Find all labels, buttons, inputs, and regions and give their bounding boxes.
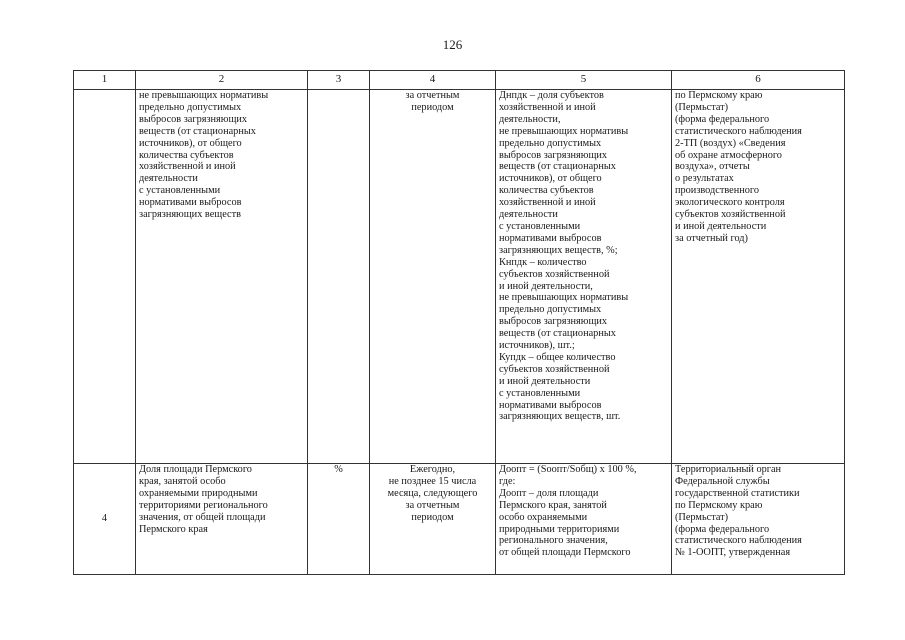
- row-number-cell: [74, 90, 136, 464]
- indicator-name-cell: Доля площади Пермского края, занятой особо охраняемыми природными территориями регионального значения, от общей площади Пермского края: [136, 464, 308, 575]
- header-cell-3: 3: [308, 71, 370, 90]
- unit-cell: %: [308, 464, 370, 575]
- unit-cell: [308, 90, 370, 464]
- row-number-cell: 4: [74, 464, 136, 575]
- indicator-name-cell: не превышающих нормативы предельно допустимых выбросов загрязняющих веществ (от стационарных источников), от общего количества субъектов хозяйственной и иной деятельности с установленными нормативами выбросов загрязняющих веществ: [136, 90, 308, 464]
- source-cell: Территориальный орган Федеральной службы государственной статистики по Пермскому краю (Пермьстат) (форма федерального статистического наблюдения № 1-ООПТ, утвержденная: [672, 464, 845, 575]
- header-cell-4: 4: [370, 71, 496, 90]
- indicators-table: [73, 70, 845, 575]
- source-cell: по Пермскому краю (Пермьстат) (форма федерального статистического наблюдения 2-ТП (воздух) «Сведения об охране атмосферного воздуха», отчеты о результатах производственного экологического контроля субъектов хозяйственной и иной деятельности за отчетный год): [672, 90, 845, 464]
- header-cell-1: 1: [74, 71, 136, 90]
- header-cell-5: 5: [496, 71, 672, 90]
- header-cell-2: 2: [136, 71, 308, 90]
- table-row: [74, 90, 845, 464]
- periodicity-cell: за отчетным периодом: [370, 90, 496, 464]
- page-number: 126: [442, 37, 463, 52]
- table-row: [74, 464, 845, 575]
- periodicity-cell: Ежегодно, не позднее 15 числа месяца, следующего за отчетным периодом: [370, 464, 496, 575]
- formula-cell: Днпдк – доля субъектов хозяйственной и иной деятельности, не превышающих нормативы предельно допустимых выбросов загрязняющих веществ (от стационарных источников), от общего количества субъектов хозяйственной и иной деятельности с установленными нормативами выбросов загрязняющих веществ, %; Кнпдк – количество субъектов хозяйственной и иной деятельности, не превышающих нормативы предельно допустимых выбросов загрязняющих веществ (от стационарных источников), шт.; Купдк – общее количество субъектов хозяйственной и иной деятельности с установленными нормативами выбросов загрязняющих веществ, шт.: [496, 90, 672, 464]
- header-cell-6: 6: [672, 71, 845, 90]
- table-header-row: [74, 71, 845, 90]
- formula-cell: Доопт = (Sоопт/Sобщ) x 100 %, где: Доопт – доля площади Пермского края, занятой особо охраняемыми природными территориями регионального значения, от общей площади Пермского: [496, 464, 672, 575]
